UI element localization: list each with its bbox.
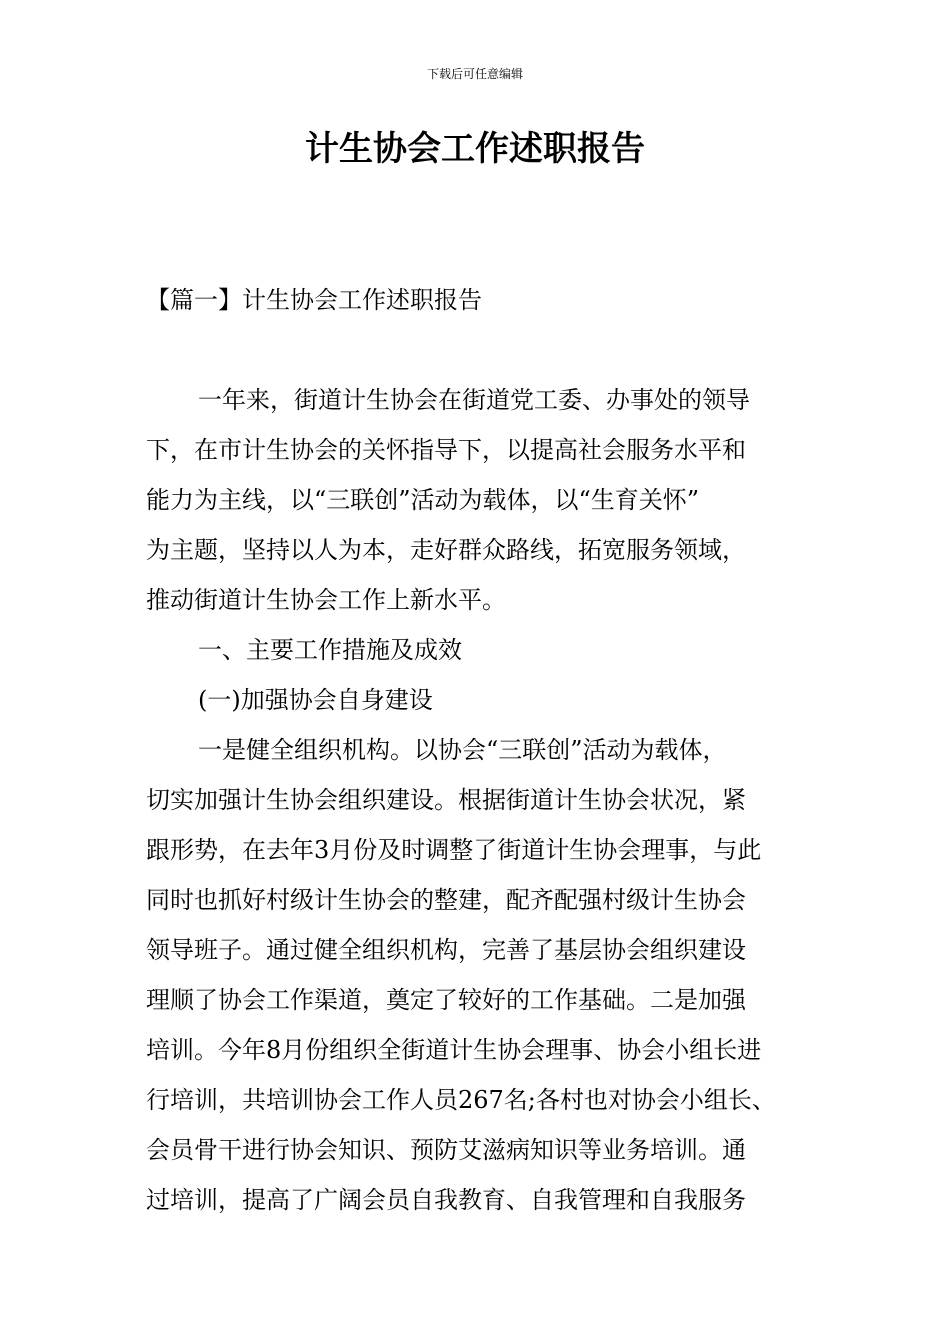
paragraph-line: 能力为主线，以“三联创”活动为载体，以“生育关怀” [146,486,700,514]
paragraph-line: 推动街道计生协会工作上新水平。 [146,586,506,614]
paragraph-line: 下，在市计生协会的关怀指导下，以提高社会服务水平和 [146,436,746,464]
header-note: 下载后可任意编辑 [426,67,523,81]
paragraph-line: 行培训，共培训协会工作人员267名;各村也对协会小组长、 [146,1086,776,1114]
paragraph-line: 跟形势，在去年3月份及时调整了街道计生协会理事，与此 [146,836,762,864]
paragraph-line: 一是健全组织机构。以协会“三联创”活动为载体， [198,736,727,764]
subheading-line: 一、主要工作措施及成效 [198,636,462,664]
paragraph-line: 为主题，坚持以人为本，走好群众路线，拓宽服务领域， [146,536,746,564]
paragraph-line: 理顺了协会工作渠道，奠定了较好的工作基础。二是加强 [146,986,746,1014]
document-body [146,375,810,1225]
paragraph-line: 会员骨干进行协会知识、预防艾滋病知识等业务培训。通 [146,1136,746,1164]
paragraph-line: 过培训，提高了广阔会员自我教育、自我管理和自我服务 [146,1186,746,1214]
paragraph-line: 领导班子。通过健全组织机构，完善了基层协会组织建设 [146,936,746,964]
paragraph-line: 同时也抓好村级计生协会的整建，配齐配强村级计生协会 [146,886,746,914]
section-heading: 【篇一】计生协会工作述职报告 [146,286,482,314]
document-title: 计生协会工作述职报告 [305,129,645,169]
paragraph-line: 培训。今年8月份组织全街道计生协会理事、协会小组长进 [146,1036,762,1064]
paragraph-line: 一年来，街道计生协会在街道党工委、办事处的领导 [198,386,750,414]
paragraph-line: 切实加强计生协会组织建设。根据街道计生协会状况，紧 [146,786,746,814]
subheading-line: (一)加强协会自身建设 [198,686,433,714]
